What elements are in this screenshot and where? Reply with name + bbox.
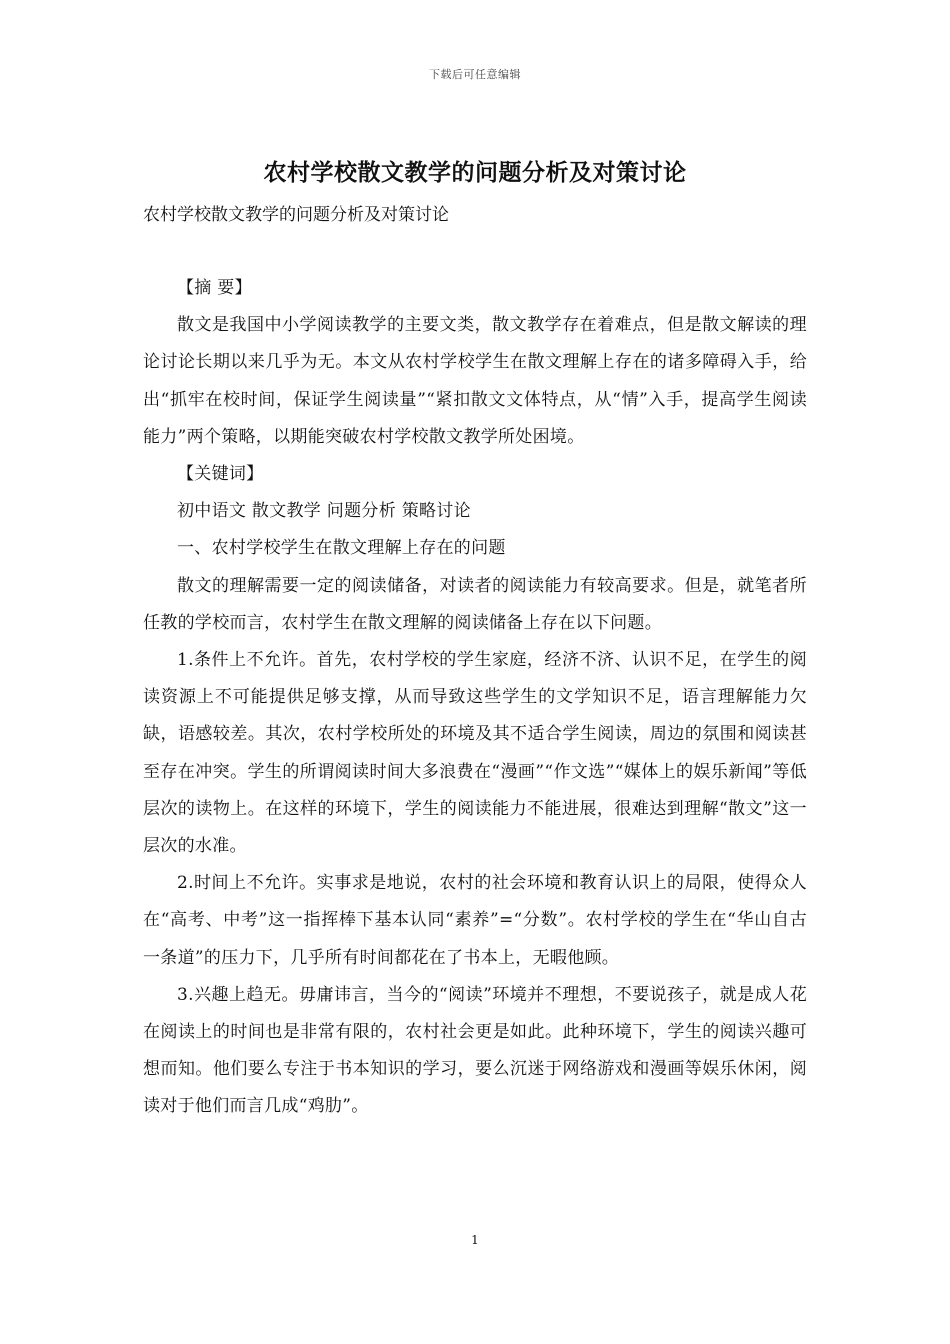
header-note: 下载后可任意编辑 (429, 68, 521, 81)
body-paragraph: 散文的理解需要一定的阅读储备，对读者的阅读能力有较高要求。但是，就笔者所任教的学校而言，农村学生在散文理解的阅读储备上存在以下问题。 (143, 575, 807, 633)
keywords-list: 初中语文 散文教学 问题分析 策略讨论 (177, 501, 471, 522)
abstract-heading: 【摘 要】 (177, 278, 252, 298)
body-paragraph: 2.时间上不允许。实事求是地说，农村的社会环境和教育认识上的局限，使得众人在“高考、中考”这一指挥棒下基本认同“素养”=“分数”。农村学校的学生在“华山自古一条道”的压力下，几乎所有时间都花在了书本上，无暇他顾。 (143, 873, 807, 968)
body-paragraph: 3.兴趣上趋无。毋庸讳言，当今的“阅读”环境并不理想，不要说孩子，就是成人花在阅读上的时间也是非常有限的，农村社会更是如此。此种环境下，学生的阅读兴趣可想而知。他们要么专注于书本知识的学习，要么沉迷于网络游戏和漫画等娱乐休闲，阅读对于他们而言几成“鸡肋”。 (143, 984, 807, 1117)
page-number: 1 (471, 1233, 479, 1247)
keywords-heading: 【关键词】 (177, 464, 264, 485)
document-subtitle: 农村学校散文教学的问题分析及对策讨论 (143, 205, 449, 225)
document-title: 农村学校散文教学的问题分析及对策讨论 (263, 159, 687, 186)
document-body (143, 270, 807, 1126)
abstract-paragraph: 散文是我国中小学阅读教学的主要文类，散文教学存在着难点，但是散文解读的理论讨论长期以来几乎为无。本文从农村学校学生在散文理解上存在的诸多障碍入手，给出“抓牢在校时间，保证学生阅读量”“紧扣散文文体特点，从“情”入手，提高学生阅读能力”两个策略，以期能突破农村学校散文教学所处困境。 (143, 315, 807, 447)
section-heading-1: 一、农村学校学生在散文理解上存在的问题 (177, 538, 506, 559)
body-paragraph: 1.条件上不允许。首先，农村学校的学生家庭，经济不济、认识不足，在学生的阅读资源上不可能提供足够支撑，从而导致这些学生的文学知识不足，语言理解能力欠缺，语感较差。其次，农村学校所处的环境及其不适合学生阅读，周边的氛围和阅读甚至存在冲突。学生的所谓阅读时间大多浪费在“漫画”“作文选”“媒体上的娱乐新闻”等低层次的读物上。在这样的环境下，学生的阅读能力不能进展，很难达到理解“散文”这一层次的水准。 (143, 650, 807, 857)
